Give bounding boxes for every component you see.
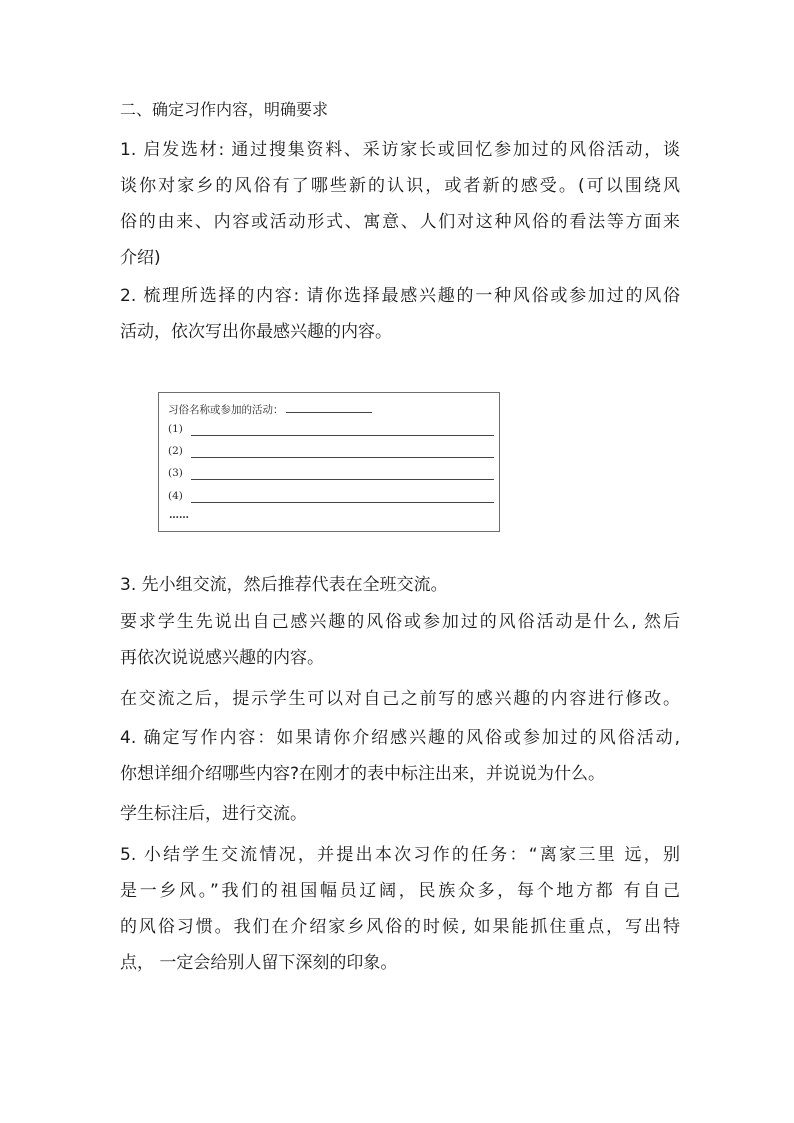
- item-5-line-2: 是一乡风。”我们的祖国幅员辽阔，民族众多，每个地方都 有自己: [120, 881, 680, 901]
- item-1-line-1: 1. 启发选材: 通过搜集资料、采访家长或回忆参加过的风俗活动，谈: [120, 140, 680, 160]
- item-4-line-1: 4. 确定写作内容：如果请你介绍感兴趣的风俗或参加过的风俗活动,: [120, 728, 680, 748]
- worksheet-row-4: [168, 490, 494, 506]
- item-3-line: 3. 先小组交流，然后推荐代表在全班交流。: [120, 575, 448, 595]
- worksheet-title: [168, 402, 372, 417]
- worksheet-row-number: (1): [168, 423, 183, 435]
- worksheet-title-text: 习俗名称或参加的活动：: [168, 404, 284, 416]
- item-3-detail-line-1: 要求学生先说出自己感兴趣的风俗或参加过的风俗活动是什么, 然后: [120, 612, 680, 632]
- worksheet-title-blank: [286, 402, 372, 413]
- item-2-line-1: 2. 梳理所选择的内容: 请你选择最感兴趣的一种风俗或参加过的风俗: [120, 286, 680, 306]
- worksheet-row-1: [168, 423, 494, 439]
- item-5-line-3: 的风俗习惯。我们在介绍家乡风俗的时候, 如果能抓住重点，写出特: [120, 917, 680, 937]
- worksheet-row-rule: [191, 457, 494, 458]
- worksheet-row-2: [168, 445, 494, 461]
- worksheet-row-number: (4): [168, 490, 183, 502]
- item-4-detail-line: 学生标注后，进行交流。: [120, 804, 307, 824]
- worksheet-row-number: (3): [168, 467, 183, 479]
- section-heading: 二、确定习作内容，明确要求: [120, 100, 329, 119]
- worksheet-ellipsis: ……: [169, 510, 189, 521]
- worksheet-row-number: (2): [168, 445, 183, 457]
- item-1-line-4: 介绍): [120, 248, 161, 268]
- worksheet-row-rule: [191, 479, 494, 480]
- item-4-line-2: 你想详细介绍哪些内容?在刚才的表中标注出来，并说说为什么。: [120, 764, 606, 784]
- worksheet-figure: [158, 392, 500, 532]
- item-5-line-4: 点， 一定会给别人留下深刻的印象。: [120, 953, 398, 973]
- worksheet-row-rule: [191, 435, 494, 436]
- item-3-detail-line-2: 再依次说说感兴趣的内容。: [120, 648, 324, 668]
- worksheet-row-3: [168, 467, 494, 483]
- item-5-line-1: 5. 小结学生交流情况，并提出本次习作的任务：“离家三里 远，别: [120, 845, 680, 865]
- item-1-line-3: 俗的由来、内容或活动形式、寓意、人们对这种风俗的看法等方面来: [120, 212, 680, 232]
- item-3-revise-line: 在交流之后，提示学生可以对自己之前写的感兴趣的内容进行修改。: [120, 689, 680, 709]
- worksheet-row-rule: [191, 502, 494, 503]
- item-2-line-2: 活动，依次写出你最感兴趣的内容。: [120, 322, 392, 342]
- item-1-line-2: 谈你对家乡的风俗有了哪些新的认识，或者新的感受。(可以围绕风: [120, 176, 680, 196]
